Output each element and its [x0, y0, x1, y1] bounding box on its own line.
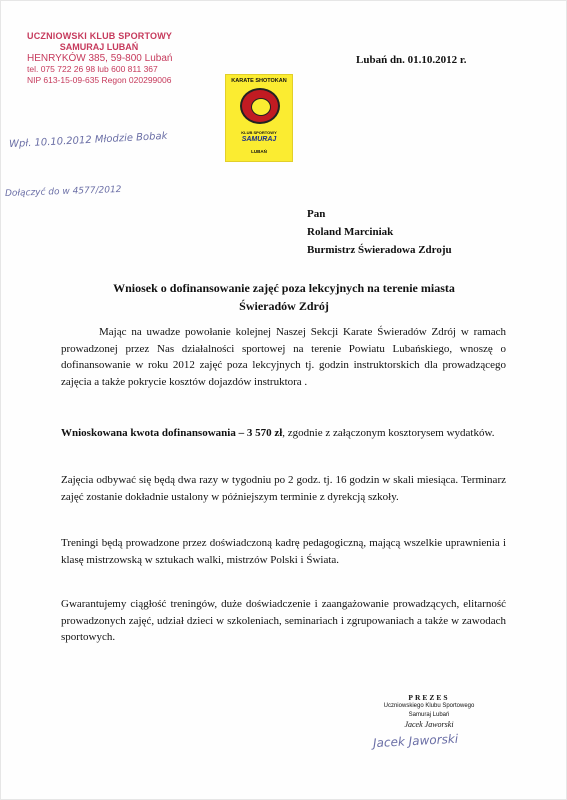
letter-subject — [61, 279, 507, 315]
subject-line-2: Świeradów Zdrój — [239, 299, 329, 313]
logo-city-text: LUBAŃ — [251, 149, 267, 154]
recipient-name: Roland Marciniak — [307, 226, 394, 238]
stamp-line-address: HENRYKÓW 385, 59-800 Lubań — [27, 53, 173, 64]
sender-stamp — [27, 31, 197, 86]
stamp-line-ids: NIP 613-15-09-635 Regon 020299006 — [27, 75, 172, 85]
body-paragraph-1: Mając na uwadze powołanie kolejnej Naszej Sekcji Karate Świeradów Zdrój w ramach prowadzonej przez Nas działalności sportowej na terenie Powiatu Lubańskiego, wnoszę o dofinansowanie w roku 2012 zajęć poza lekcyjnych tj. godzin instruktorskich dla prowadzącego zajęcia a także pokrycie kosztów dojazdów instruktora . — [61, 326, 506, 389]
signature-printed-name: Jacek Jaworski — [404, 720, 454, 729]
handwritten-signature: Jacek Jaworski — [372, 731, 459, 751]
recipient-title: Burmistrz Świeradowa Zdroju — [307, 244, 452, 256]
club-logo — [225, 74, 293, 162]
body-paragraph-3: Zajęcia odbywać się będą dwa razy w tygodniu po 2 godz. tj. 16 godzin w skali miesiąca. Terminarz zajęć zostanie dokładnie ustalony w późniejszym terminie z dyrekcją szkoły. — [61, 474, 506, 503]
logo-name-text: SAMURAJ — [241, 136, 277, 143]
body-paragraph-2-rest: , zgodnie z załączonym kosztorysem wydatków. — [282, 427, 495, 439]
stamp-line-name: SAMURAJ LUBAŃ — [59, 42, 139, 52]
logo-emblem-icon — [240, 88, 280, 124]
body-paragraph-2 — [61, 425, 506, 442]
letter-date: Lubań dn. 01.10.2012 r. — [356, 54, 467, 66]
stamp-line-phone: tel. 075 722 26 98 lub 600 811 367 — [27, 64, 158, 74]
signature-org-2: Samuraj Lubań — [408, 712, 450, 718]
signature-stamp — [369, 693, 489, 729]
stamp-line-club: UCZNIOWSKI KLUB SPORTOWY — [27, 31, 173, 41]
recipient-salutation: Pan — [307, 208, 326, 220]
requested-amount: Wnioskowana kwota dofinansowania – 3 570 zł — [61, 427, 283, 439]
body-paragraph-5: Gwarantujemy ciągłość treningów, duże doświadczenie i zaangażowanie prowadzących, elitarność prowadzonych zajęć, udział dzieci w szkoleniach, seminariach i zgrupowaniach a także w zawodach sportowych. — [61, 598, 506, 644]
logo-top-text: KARATE SHOTOKAN — [231, 78, 287, 84]
body-paragraph-4: Treningi będą prowadzone przez doświadczoną kadrę pedagogiczną, mającą wszelkie uprawnienia i klasę mistrzowską w sztukach walki, mistrzów Polski i Świata. — [61, 537, 506, 566]
signature-org-1: Uczniowskiego Klubu Sportowego — [383, 703, 475, 709]
recipient-block — [307, 205, 452, 259]
logo-club-text: KLUB SPORTOWY — [241, 130, 277, 135]
signature-title: PREZES — [408, 693, 450, 702]
handwritten-attach-note: Dołączyć do w 4577/2012 — [4, 184, 122, 200]
subject-line-1: Wniosek o dofinansowanie zajęć poza lekcyjnych na terenie miasta — [113, 281, 455, 295]
handwritten-receipt-note: Wpł. 10.10.2012 Młodzie Bobak — [8, 130, 168, 151]
